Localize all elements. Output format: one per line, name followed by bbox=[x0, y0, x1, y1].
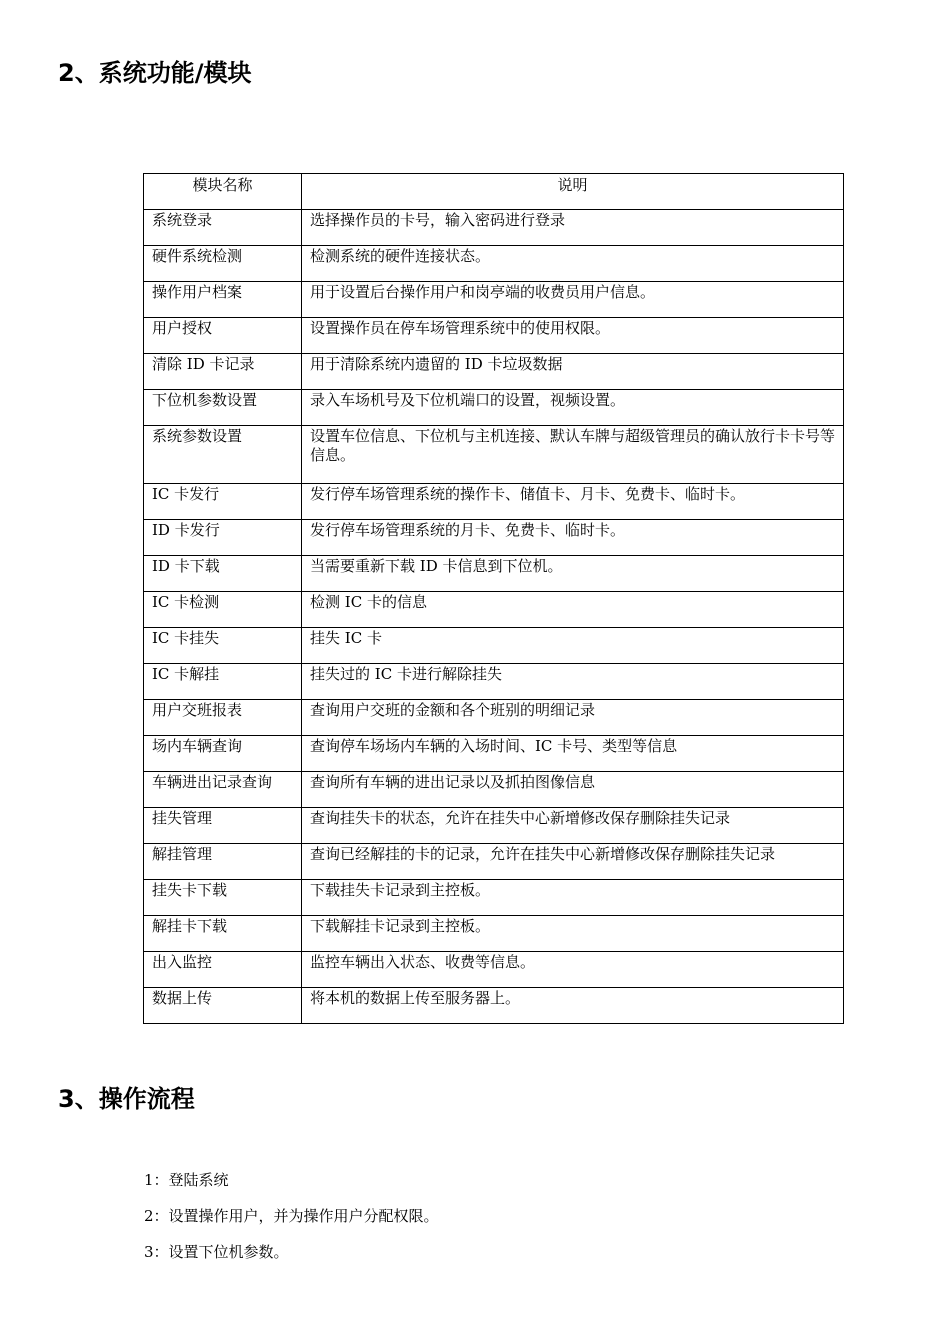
module-desc-cell: 下载挂失卡记录到主控板。 bbox=[302, 880, 844, 916]
table-row bbox=[144, 664, 844, 700]
module-desc-cell: 查询所有车辆的进出记录以及抓拍图像信息 bbox=[302, 772, 844, 808]
module-name-cell: 出入监控 bbox=[144, 952, 302, 988]
module-name-cell: 用户授权 bbox=[144, 318, 302, 354]
module-desc-cell: 监控车辆出入状态、收费等信息。 bbox=[302, 952, 844, 988]
module-desc-cell: 用于设置后台操作用户和岗亭端的收费员用户信息。 bbox=[302, 282, 844, 318]
module-name-cell: 清除 ID 卡记录 bbox=[144, 354, 302, 390]
module-desc-cell: 选择操作员的卡号，输入密码进行登录 bbox=[302, 210, 844, 246]
header-description: 说明 bbox=[302, 174, 844, 210]
table-row bbox=[144, 246, 844, 282]
module-desc-cell: 发行停车场管理系统的操作卡、储值卡、月卡、免费卡、临时卡。 bbox=[302, 484, 844, 520]
module-desc-cell: 设置操作员在停车场管理系统中的使用权限。 bbox=[302, 318, 844, 354]
module-name-cell: 场内车辆查询 bbox=[144, 736, 302, 772]
module-desc-cell: 发行停车场管理系统的月卡、免费卡、临时卡。 bbox=[302, 520, 844, 556]
table-row bbox=[144, 354, 844, 390]
table-row bbox=[144, 628, 844, 664]
list-item: 1：登陆系统 bbox=[144, 1171, 229, 1189]
module-desc-cell: 将本机的数据上传至服务器上。 bbox=[302, 988, 844, 1024]
module-name-cell: IC 卡发行 bbox=[144, 484, 302, 520]
list-item: 3：设置下位机参数。 bbox=[144, 1243, 289, 1261]
section-heading-system-modules: 2、系统功能/模块 bbox=[58, 59, 252, 87]
module-desc-cell: 下载解挂卡记录到主控板。 bbox=[302, 916, 844, 952]
header-module-name: 模块名称 bbox=[144, 174, 302, 210]
table-header-row bbox=[144, 174, 844, 210]
table-row bbox=[144, 988, 844, 1024]
module-name-cell: IC 卡检测 bbox=[144, 592, 302, 628]
module-name-cell: 解挂卡下载 bbox=[144, 916, 302, 952]
table-row bbox=[144, 282, 844, 318]
table-row bbox=[144, 880, 844, 916]
table-row bbox=[144, 520, 844, 556]
module-name-cell: 系统登录 bbox=[144, 210, 302, 246]
module-name-cell: 挂失管理 bbox=[144, 808, 302, 844]
module-desc-cell: 挂失过的 IC 卡进行解除挂失 bbox=[302, 664, 844, 700]
module-desc-cell: 当需要重新下载 ID 卡信息到下位机。 bbox=[302, 556, 844, 592]
module-desc-cell: 查询挂失卡的状态，允许在挂失中心新增修改保存删除挂失记录 bbox=[302, 808, 844, 844]
table-row bbox=[144, 736, 844, 772]
table-row bbox=[144, 390, 844, 426]
module-desc-cell: 录入车场机号及下位机端口的设置，视频设置。 bbox=[302, 390, 844, 426]
table-row bbox=[144, 592, 844, 628]
module-desc-cell: 查询已经解挂的卡的记录，允许在挂失中心新增修改保存删除挂失记录 bbox=[302, 844, 844, 880]
module-name-cell: 操作用户档案 bbox=[144, 282, 302, 318]
table-row bbox=[144, 318, 844, 354]
module-name-cell: IC 卡挂失 bbox=[144, 628, 302, 664]
module-name-cell: 系统参数设置 bbox=[144, 426, 302, 484]
table-row bbox=[144, 210, 844, 246]
module-name-cell: 挂失卡下载 bbox=[144, 880, 302, 916]
module-name-cell: 用户交班报表 bbox=[144, 700, 302, 736]
table-row bbox=[144, 844, 844, 880]
table-row bbox=[144, 484, 844, 520]
table-row bbox=[144, 700, 844, 736]
module-desc-cell: 用于清除系统内遗留的 ID 卡垃圾数据 bbox=[302, 354, 844, 390]
module-name-cell: ID 卡发行 bbox=[144, 520, 302, 556]
module-desc-cell: 查询用户交班的金额和各个班别的明细记录 bbox=[302, 700, 844, 736]
module-desc-cell: 检测系统的硬件连接状态。 bbox=[302, 246, 844, 282]
module-table bbox=[143, 173, 844, 1024]
table-row bbox=[144, 772, 844, 808]
module-name-cell: 解挂管理 bbox=[144, 844, 302, 880]
module-desc-cell: 查询停车场场内车辆的入场时间、IC 卡号、类型等信息 bbox=[302, 736, 844, 772]
module-name-cell: 车辆进出记录查询 bbox=[144, 772, 302, 808]
table-body bbox=[144, 210, 844, 1024]
table-row bbox=[144, 808, 844, 844]
module-desc-cell: 检测 IC 卡的信息 bbox=[302, 592, 844, 628]
module-name-cell: ID 卡下载 bbox=[144, 556, 302, 592]
table-row bbox=[144, 556, 844, 592]
module-desc-cell: 挂失 IC 卡 bbox=[302, 628, 844, 664]
section-heading-operation-flow: 3、操作流程 bbox=[58, 1085, 195, 1113]
module-name-cell: IC 卡解挂 bbox=[144, 664, 302, 700]
module-desc-cell: 设置车位信息、下位机与主机连接、默认车牌与超级管理员的确认放行卡卡号等信息。 bbox=[302, 426, 844, 484]
operation-steps-list bbox=[144, 1171, 439, 1279]
table-row bbox=[144, 952, 844, 988]
module-name-cell: 数据上传 bbox=[144, 988, 302, 1024]
list-item: 2：设置操作用户，并为操作用户分配权限。 bbox=[144, 1207, 439, 1225]
module-name-cell: 下位机参数设置 bbox=[144, 390, 302, 426]
table-row bbox=[144, 426, 844, 484]
table-row bbox=[144, 916, 844, 952]
module-name-cell: 硬件系统检测 bbox=[144, 246, 302, 282]
